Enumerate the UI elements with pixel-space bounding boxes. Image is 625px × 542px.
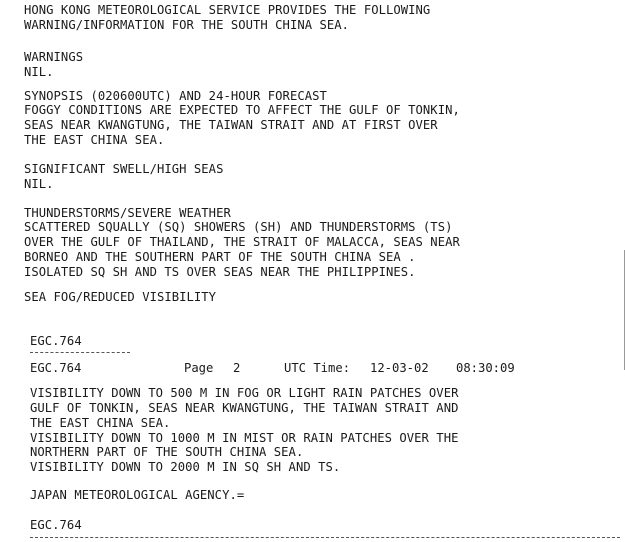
visibility-line-5: NORTHERN PART OF THE SOUTH CHINA SEA. xyxy=(30,445,304,459)
page-header-time: 08:30:09 xyxy=(456,361,515,375)
page-header-page-label: Page xyxy=(184,361,214,375)
page-header-date: 12-03-02 xyxy=(370,361,429,375)
separator-short xyxy=(30,352,130,353)
fog-title: SEA FOG/REDUCED VISIBILITY xyxy=(24,290,217,304)
thunder-line-2: OVER THE GULF OF THAILAND, THE STRAIT OF MALACCA, SEAS NEAR xyxy=(24,235,460,249)
synopsis-line-2: SEAS NEAR KWANGTUNG, THE TAIWAN STRAIT AND AT FIRST OVER xyxy=(24,118,438,132)
visibility-line-2: GULF OF TONKIN, SEAS NEAR KWANGTUNG, THE TAIWAN STRAIT AND xyxy=(30,401,459,415)
synopsis-title: SYNOPSIS (020600UTC) AND 24-HOUR FORECAST xyxy=(24,89,327,103)
page-header-utc-label: UTC Time: xyxy=(284,361,351,375)
thunder-line-1: SCATTERED SQUALLY (SQ) SHOWERS (SH) AND THUNDERSTORMS (TS) xyxy=(24,220,453,234)
header-line-1: HONG KONG METEOROLOGICAL SERVICE PROVIDES THE FOLLOWING xyxy=(24,3,431,17)
visibility-line-1: VISIBILITY DOWN TO 500 M IN FOG OR LIGHT RAIN PATCHES OVER xyxy=(30,386,459,400)
swell-title: SIGNIFICANT SWELL/HIGH SEAS xyxy=(24,162,224,176)
synopsis-line-3: THE EAST CHINA SEA. xyxy=(24,133,165,147)
thunder-title: THUNDERSTORMS/SEVERE WEATHER xyxy=(24,206,231,220)
agency-line: JAPAN METEOROLOGICAL AGENCY.= xyxy=(30,488,245,502)
egc-first: EGC.764 xyxy=(30,334,82,348)
header-line-2: WARNING/INFORMATION FOR THE SOUTH CHINA SEA. xyxy=(24,18,350,32)
visibility-line-3: THE EAST CHINA SEA. xyxy=(30,416,171,430)
visibility-line-6: VISIBILITY DOWN TO 2000 M IN SQ SH AND TS. xyxy=(30,460,341,474)
egc-last: EGC.764 xyxy=(30,518,82,532)
synopsis-line-1: FOGGY CONDITIONS ARE EXPECTED TO AFFECT THE GULF OF TONKIN, xyxy=(24,103,460,117)
page-header-page-number: 2 xyxy=(233,361,241,375)
separator-bottom xyxy=(30,537,620,538)
warnings-title: WARNINGS xyxy=(24,50,84,64)
warnings-body: NIL. xyxy=(24,65,54,79)
page-header-egc: EGC.764 xyxy=(30,361,82,375)
visibility-line-4: VISIBILITY DOWN TO 1000 M IN MIST OR RAIN PATCHES OVER THE xyxy=(30,431,459,445)
swell-body: NIL. xyxy=(24,177,54,191)
thunder-line-3: BORNEO AND THE SOUTHERN PART OF THE SOUTH CHINA SEA . xyxy=(24,250,416,264)
thunder-line-4: ISOLATED SQ SH AND TS OVER SEAS NEAR THE PHILIPPINES. xyxy=(24,265,416,279)
